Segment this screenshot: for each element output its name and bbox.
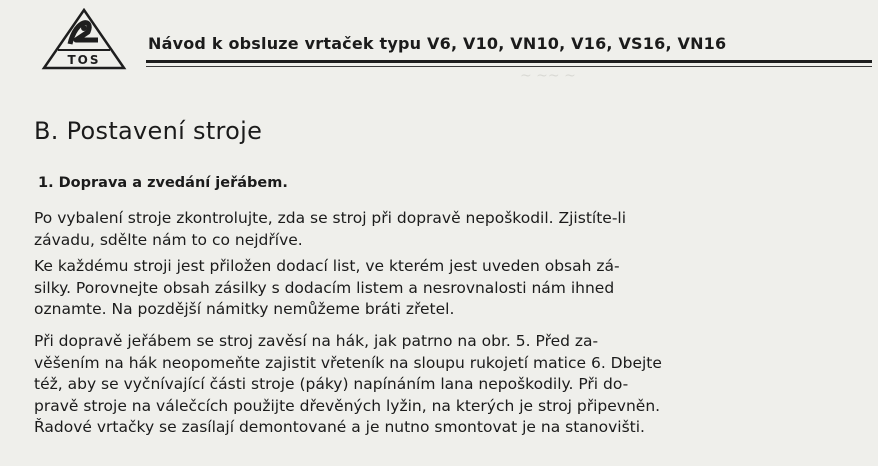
paragraph-3 — [34, 331, 794, 439]
text-line: Po vybalení stroje zkontrolujte, zda se stroj při dopravě nepoškodil. Zjistíte-li — [34, 209, 627, 227]
text-line: oznamte. Na pozdější námitky nemůžeme bráti zřetel. — [34, 300, 455, 318]
text-line: též, aby se vyčnívající části stroje (páky) napínáním lana nepoškodily. Při do- — [34, 375, 629, 393]
text-line: pravě stroje na válečcích použijte dřevěných lyžin, na kterých je stroj připevněn. — [34, 396, 661, 415]
section-title: B. Postavení stroje — [34, 117, 263, 145]
paragraph-1 — [34, 208, 794, 251]
tos-logo-text: TOS — [67, 53, 101, 67]
page-header — [40, 8, 870, 70]
text-line: Ke každému stroji jest přiložen dodací list, ve kterém jest uveden obsah zá- — [34, 257, 620, 275]
text-line: silky. Porovnejte obsah zásilky s dodacím listem a nesrovnalosti nám ihned — [34, 278, 615, 297]
text-line: Při dopravě jeřábem se stroj zavěsí na hák, jak patrno na obr. 5. Před za- — [34, 332, 599, 350]
text-line: Řadové vrtačky se zasílají demontované a je nutno smontovat je na stanovišti. — [34, 418, 645, 436]
bleed-through-decoration: ~ ~~ ~ — [520, 68, 576, 84]
text-line: závadu, sdělte nám to co nejdříve. — [34, 230, 303, 249]
tos-logo-icon — [40, 8, 128, 70]
header-rule — [146, 60, 872, 63]
text-line: věšením na hák neopomeňte zajistit vřeteník na sloupu rukojetí matice 6. Dbejte — [34, 353, 662, 372]
subsection-heading: 1. Doprava a zvedání jeřábem. — [38, 175, 288, 191]
paragraph-2 — [34, 256, 794, 321]
manual-title: Návod k obsluze vrtaček typu V6, V10, VN10, V16, VS16, VN16 — [148, 34, 727, 53]
header-rule-thin — [146, 66, 872, 67]
